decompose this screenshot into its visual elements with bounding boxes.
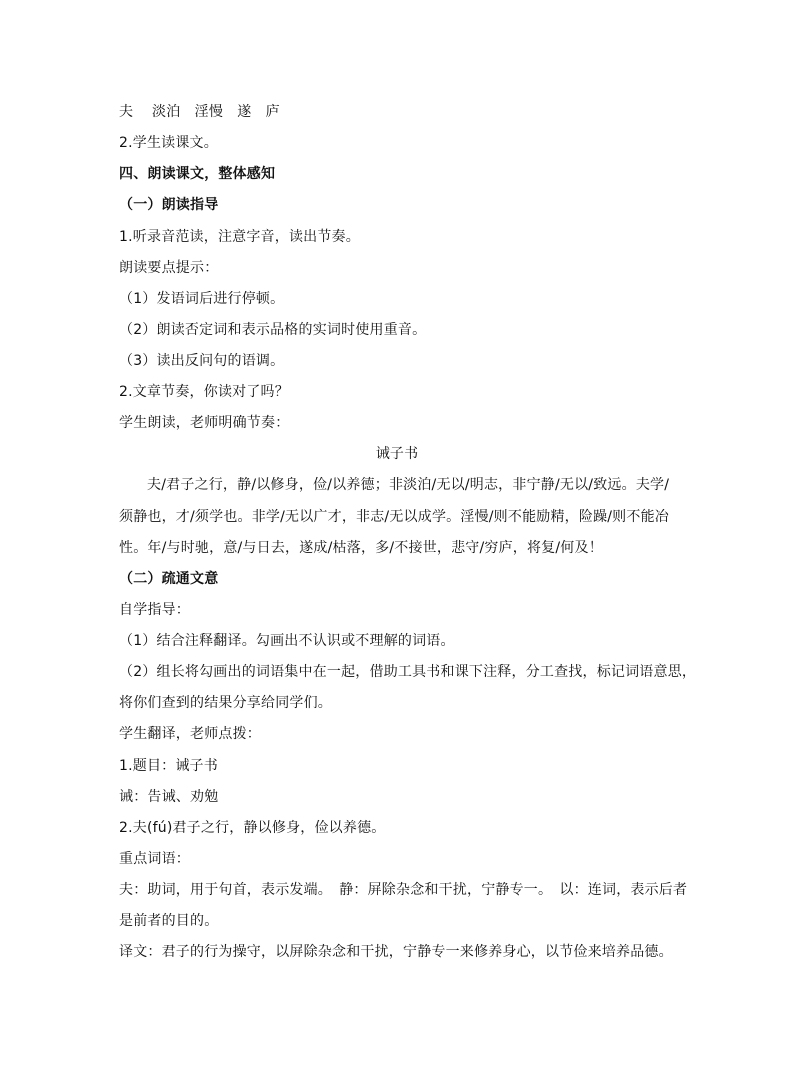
- word-jie-explain: 诫：告诫、劝勉: [119, 789, 219, 805]
- sentence-2: 2.夫(fú)君子之行，静以修身，俭以养德。: [119, 820, 386, 836]
- section-heading-4: 四、朗读课文，整体感知: [119, 166, 276, 182]
- poem-title: 诫子书: [375, 446, 419, 462]
- key-words-line-2: 是前者的目的。: [119, 913, 219, 929]
- reading-tip-2: （2）朗读否定词和表示品格的实词时使用重音。: [119, 322, 427, 338]
- listen-instruction: 1.听录音范读，注意字音，读出节奏。: [119, 229, 360, 245]
- translation-text: 译文：君子的行为操守，以屏除杂念和干扰，宁静专一来修养身心，以节俭来培养品德。: [119, 944, 673, 960]
- key-words-label: 重点词语：: [119, 851, 190, 867]
- title-explain: 1.题目：诫子书: [119, 758, 218, 774]
- rhythm-question: 2.文章节奏，你读对了吗？: [119, 384, 289, 400]
- poem-text-line-3: 性。年/与时驰，意/与日去，遂成/枯落，多/不接世，悲守/穷庐，将复/何及！: [119, 540, 603, 556]
- poem-text-line-1: 夫/君子之行，静/以修身，俭/以养德；非淡泊/无以/明志，非宁静/无以/致远。夫学/: [147, 477, 670, 493]
- self-study-step-2-cont: 将你们查到的结果分享给同学们。: [119, 695, 332, 711]
- key-words-line-1: 夫：助词，用于句首，表示发端。 静：屏除杂念和干扰，宁静专一。 以：连词，表示后者: [119, 882, 688, 898]
- self-study-step-1: （1）结合注释翻译。勾画出不认识或不理解的词语。: [119, 633, 455, 649]
- poem-text-line-2: 须静也，才/须学也。非学/无以广才，非志/无以成学。淫慢/则不能励精，险躁/则不能冶: [119, 509, 669, 525]
- subsection-heading-1: （一）朗读指导: [119, 197, 219, 213]
- self-study-label: 自学指导：: [119, 602, 190, 618]
- subsection-heading-2: （二）疏通文意: [119, 571, 219, 587]
- student-reading-line: 学生朗读，老师明确节奏：: [119, 415, 290, 431]
- self-study-step-2: （2）组长将勾画出的词语集中在一起，借助工具书和课下注释，分工查找，标记词语意思，: [119, 664, 697, 680]
- translation-intro: 学生翻译，老师点拨：: [119, 726, 261, 742]
- reading-tip-1: （1）发语词后进行停顿。: [119, 291, 285, 307]
- step-read-text: 2.学生读课文。: [119, 135, 218, 151]
- reading-tips-label: 朗读要点提示：: [119, 260, 219, 276]
- reading-tip-3: （3）读出反问句的语调。: [119, 353, 285, 369]
- pinyin-words-line: 夫 淡泊 淫慢 遂 庐: [119, 104, 280, 120]
